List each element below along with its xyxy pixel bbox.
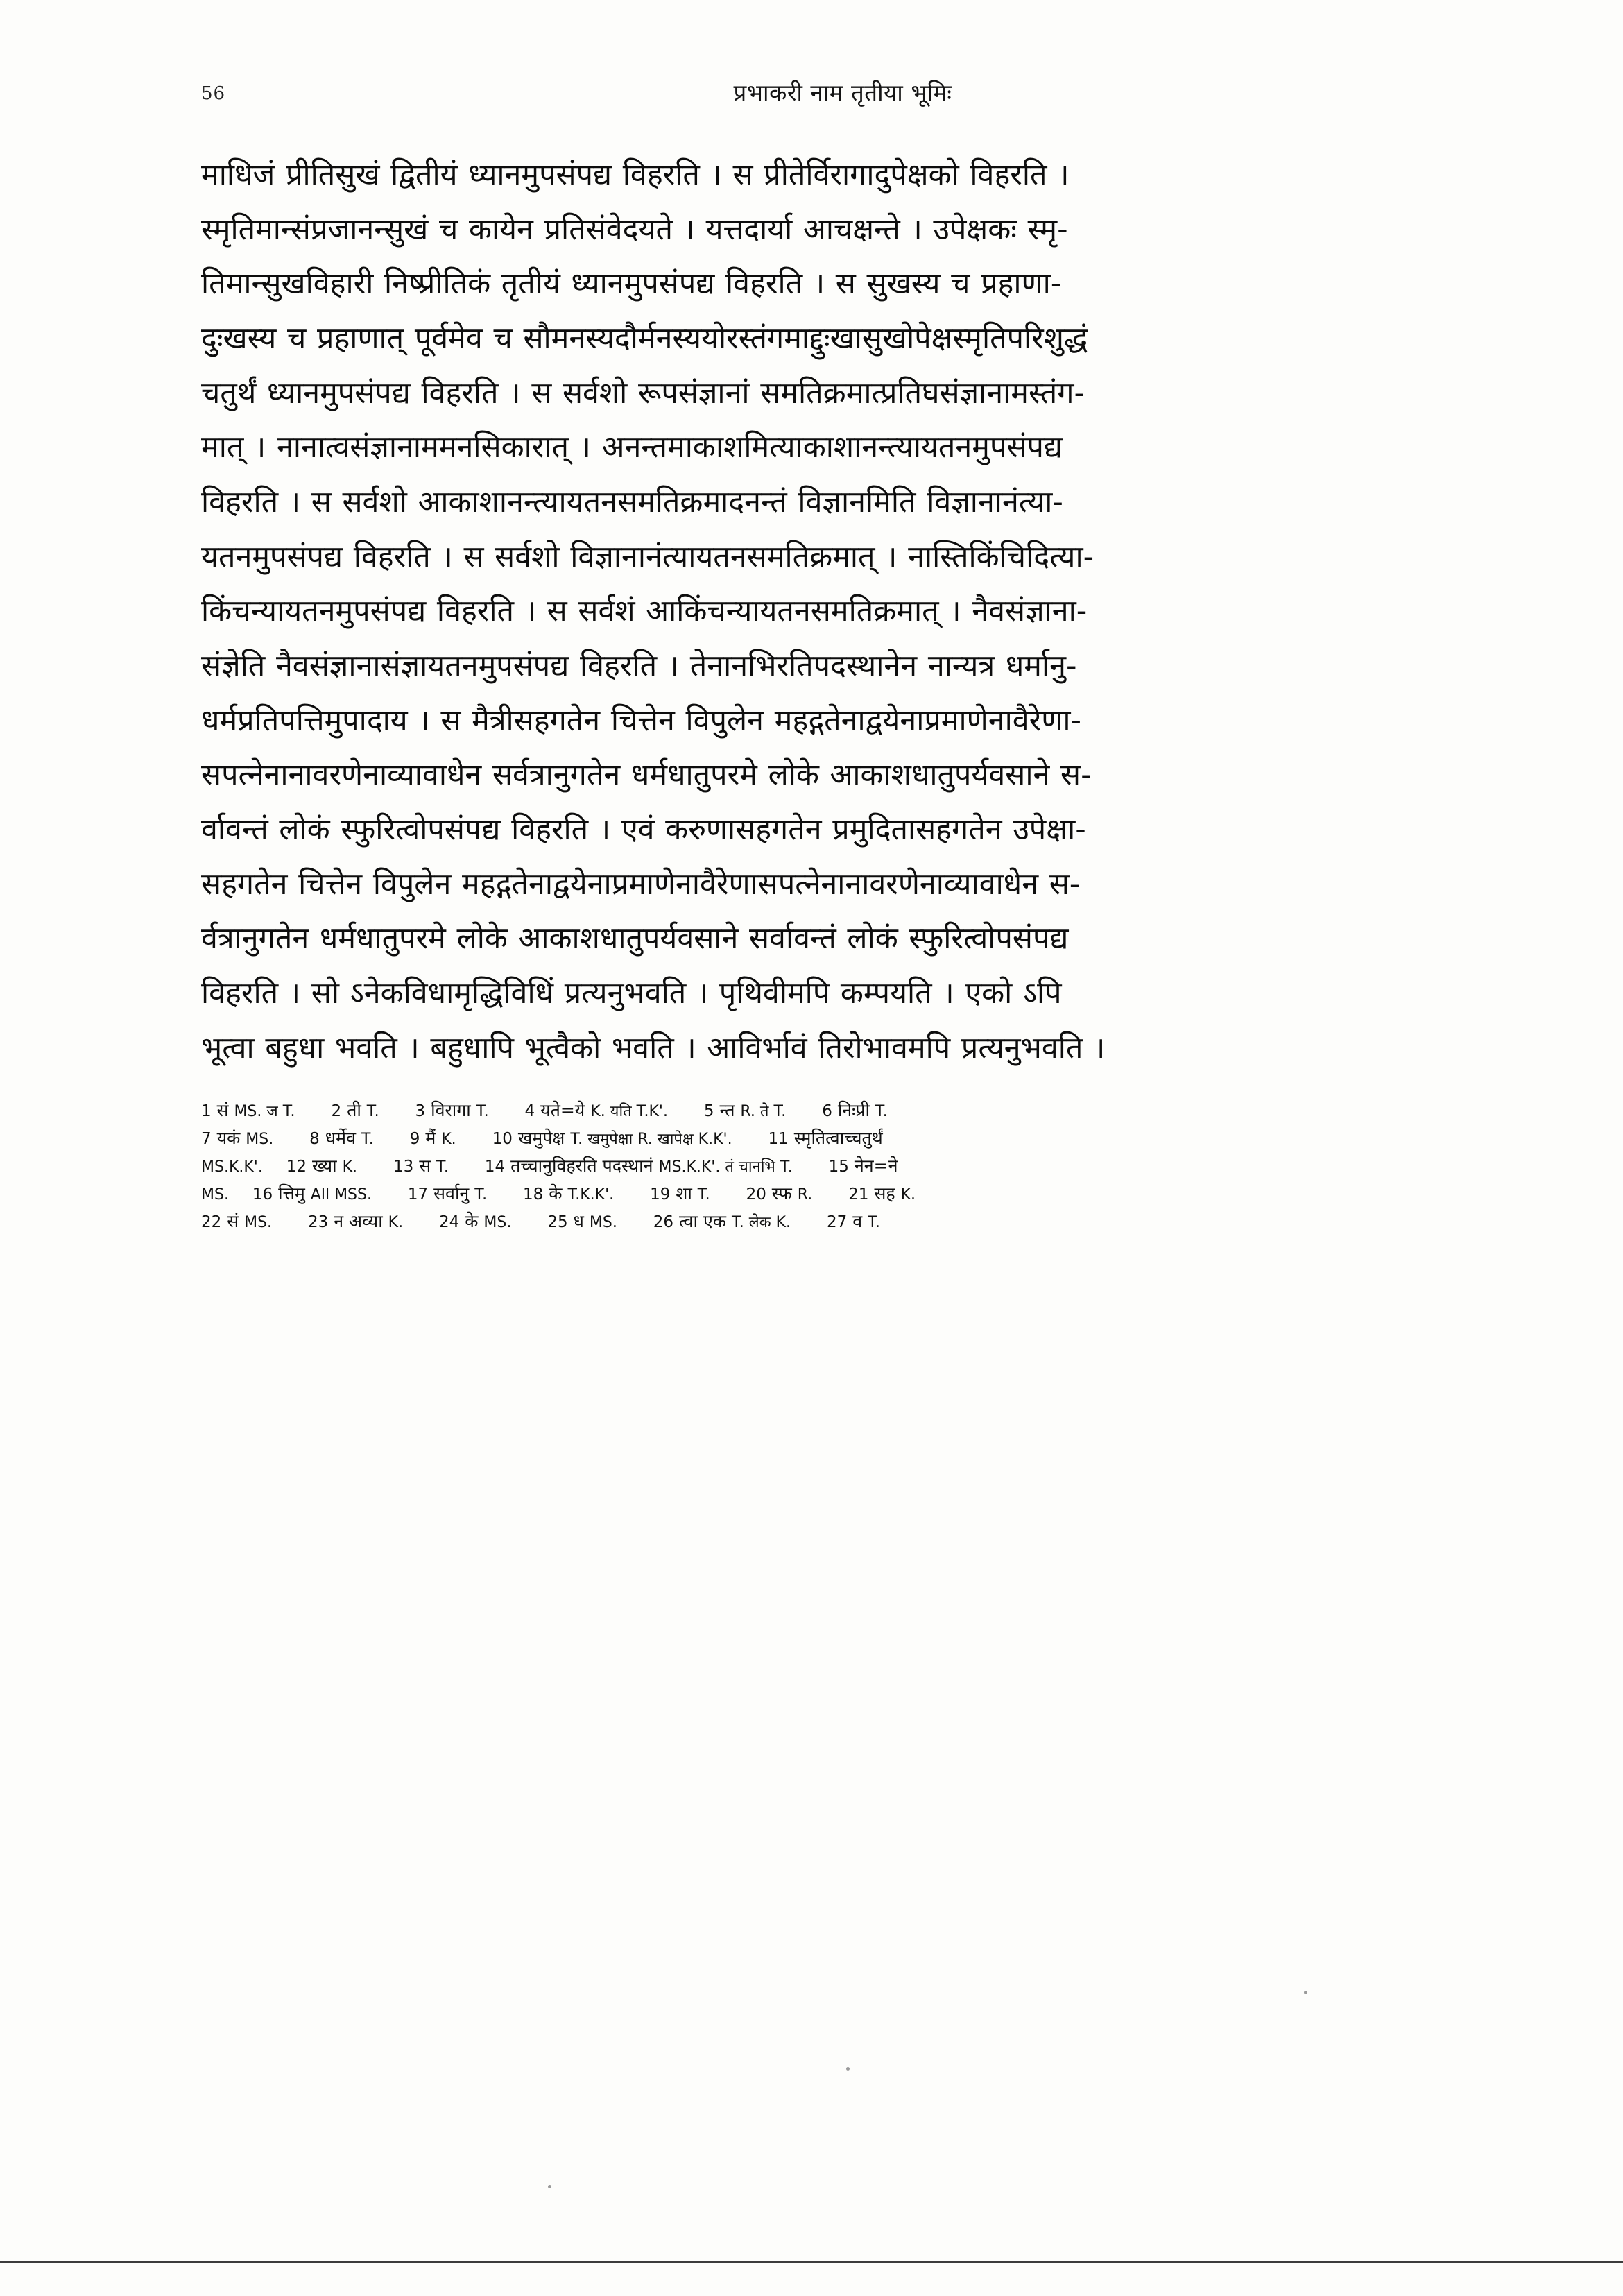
note-sigla: MS. xyxy=(246,1131,274,1149)
body-line: र्वावन्तं लोकं स्फुरित्वोपसंपद्य विहरति । एवं करुणासहगतेन प्रमुदितासहगतेन उपेक्षा- xyxy=(201,812,1086,847)
note-sigla: MS. ज T. xyxy=(234,1103,295,1121)
note-sigla: T. xyxy=(474,1186,488,1204)
note-number: 20 xyxy=(746,1185,766,1204)
note-lemma: तच्चानुविहरति पदस्थानं xyxy=(510,1156,653,1176)
body-line: मात् । नानात्वसंज्ञानाममनसिकारात् । अनन्तमाकाशमित्याकाशानन्त्यायतनमुपसंपद्य xyxy=(201,430,1063,465)
note-lemma: नेन=ने xyxy=(854,1156,898,1176)
note-number: 10 xyxy=(492,1130,513,1149)
note-sigla: MS.K.K'. तं चानभि T. xyxy=(658,1158,793,1176)
note-number: 26 xyxy=(653,1213,674,1232)
note-sigla: T. xyxy=(436,1158,449,1176)
body-line: तिमान्सुखविहारी निष्प्रीतिकं तृतीयं ध्यानमुपसंपद्य विहरति । स सुखस्य च प्रहाणा- xyxy=(201,266,1062,302)
running-title: प्रभाकरी नाम तृतीया भूमिः xyxy=(733,79,952,106)
body-line: चतुर्थं ध्यानमुपसंपद्य विहरति । स सर्वशो रूपसंज्ञानां समतिक्रमात्प्रतिघसंज्ञानामस्तंग- xyxy=(201,375,1085,411)
note-sigla: K. यति T.K'. xyxy=(590,1103,668,1121)
note-sigla: MS.K.K'. xyxy=(201,1158,263,1176)
note-sigla: R. ते T. xyxy=(740,1103,787,1121)
apparatus-row xyxy=(201,1125,1443,1151)
note-lemma: त्वा एक xyxy=(679,1211,727,1232)
note-sigla: MS. xyxy=(201,1186,229,1204)
body-line: विहरति । स सर्वशो आकाशानन्त्यायतनसमतिक्रमादनन्तं विज्ञानमिति विज्ञानानंत्या- xyxy=(201,484,1063,520)
note-sigla: K. xyxy=(441,1131,456,1149)
note-lemma: स्फ xyxy=(771,1183,792,1204)
note-number: 6 xyxy=(822,1102,832,1121)
body-line: सहगतेन चित्तेन विपुलेन महद्गतेनाद्वयेनाप्रमाणेनावैरेणासपत्नेनानावरणेनाव्यावाधेन स- xyxy=(201,866,1081,902)
note-lemma: खमुपेक्ष xyxy=(517,1128,565,1149)
note-lemma: स xyxy=(419,1156,431,1176)
body-line: धर्मप्रतिपत्तिमुपादाय । स मैत्रीसहगतेन चित्तेन विपुलेन महद्गतेनाद्वयेनाप्रमाणेनावैरेणा- xyxy=(201,703,1081,738)
apparatus-row xyxy=(201,1181,1443,1207)
body-line: यतनमुपसंपद्य विहरति । स सर्वशो विज्ञानानंत्यायतनसमतिक्रमात् । नास्तिकिंचिदित्या- xyxy=(201,539,1094,574)
body-line: विहरति । सो ऽनेकविधामृद्धिविधिं प्रत्यनुभवति । पृथिवीमपि कम्पयति । एको ऽपि xyxy=(201,975,1062,1011)
note-lemma: त्तिमु xyxy=(278,1183,305,1204)
note-sigla: T. खमुपेक्षा R. खापेक्ष K.K'. xyxy=(570,1131,732,1149)
note-lemma: न्त xyxy=(719,1100,735,1121)
note-number: 27 xyxy=(826,1213,848,1232)
note-sigla: T. xyxy=(361,1131,374,1149)
note-number: 5 xyxy=(703,1102,714,1121)
note-lemma: सं xyxy=(216,1100,229,1121)
note-lemma: यते=ये xyxy=(540,1100,585,1121)
scan-speck xyxy=(548,2185,551,2188)
note-lemma: व xyxy=(852,1211,863,1232)
note-number: 16 xyxy=(252,1185,273,1204)
note-lemma: सं xyxy=(227,1211,239,1232)
apparatus-row xyxy=(201,1153,1443,1179)
note-number: 1 xyxy=(201,1102,212,1121)
folio-number: 56 xyxy=(201,83,226,104)
apparatus-row xyxy=(201,1097,1443,1124)
note-lemma: विरागा xyxy=(431,1100,471,1121)
note-number: 24 xyxy=(439,1213,460,1232)
note-sigla: MS. xyxy=(244,1214,273,1232)
scan-speck xyxy=(1304,1991,1307,1994)
note-lemma: के xyxy=(465,1211,479,1232)
note-lemma: शा xyxy=(676,1183,692,1204)
note-lemma: मैं xyxy=(425,1128,436,1149)
note-number: 3 xyxy=(415,1102,426,1121)
note-lemma: निःप्री xyxy=(837,1100,870,1121)
note-sigla: R. xyxy=(797,1186,813,1204)
note-number: 13 xyxy=(393,1158,414,1176)
note-sigla: T. xyxy=(868,1214,880,1232)
note-lemma: धर्मेव xyxy=(325,1128,356,1149)
critical-apparatus xyxy=(201,1097,1443,1235)
note-sigla: T. xyxy=(476,1103,489,1121)
note-lemma: सर्वानु xyxy=(433,1183,470,1204)
note-number: 12 xyxy=(286,1158,307,1176)
body-line: र्वत्रानुगतेन धर्मधातुपरमे लोके आकाशधातुपर्यवसाने सर्वावन्तं लोकं स्फुरित्वोपसंपद्य xyxy=(201,921,1069,957)
note-lemma: ध xyxy=(573,1211,584,1232)
note-lemma: यकं xyxy=(216,1128,241,1149)
note-number: 25 xyxy=(547,1213,568,1232)
note-sigla: MS. xyxy=(483,1214,512,1232)
note-sigla: T.K.K'. xyxy=(567,1186,615,1204)
note-sigla: All MSS. xyxy=(310,1186,372,1204)
note-number: 21 xyxy=(848,1185,869,1204)
page-content xyxy=(201,76,1443,1236)
note-number: 15 xyxy=(828,1158,849,1176)
note-sigla: T. xyxy=(366,1103,379,1121)
note-lemma: न अव्या xyxy=(334,1211,383,1232)
note-lemma: ती xyxy=(347,1100,361,1121)
note-number: 17 xyxy=(407,1185,429,1204)
note-number: 19 xyxy=(650,1185,671,1204)
note-lemma: ख्या xyxy=(312,1156,337,1176)
note-sigla: K. xyxy=(342,1158,357,1176)
note-number: 2 xyxy=(331,1102,342,1121)
note-sigla: T. xyxy=(875,1103,888,1121)
body-line: स्मृतिमान्संप्रजानन्सुखं च कायेन प्रतिसंवेदयते । यत्तदार्या आचक्षन्ते । उपेक्षकः स्मृ- xyxy=(201,212,1068,247)
body-text xyxy=(201,151,1443,1072)
apparatus-row xyxy=(201,1208,1443,1235)
note-lemma: के xyxy=(549,1183,563,1204)
note-lemma: स्मृतित्वाच्चतुर्थं xyxy=(793,1128,883,1149)
body-line: भूत्वा बहुधा भवति । बहुधापि भूत्वैको भवति । आविर्भावं तिरोभावमपि प्रत्यनुभवति । xyxy=(201,1030,1106,1065)
note-number: 7 xyxy=(201,1130,212,1149)
note-number: 22 xyxy=(201,1213,222,1232)
note-number: 23 xyxy=(308,1213,329,1232)
note-number: 9 xyxy=(409,1130,420,1149)
note-number: 11 xyxy=(768,1130,789,1149)
body-line: किंचन्यायतनमुपसंपद्य विहरति । स सर्वशं आकिंचन्यायतनसमतिक्रमात् । नैवसंज्ञाना- xyxy=(201,594,1088,629)
body-line: माधिजं प्रीतिसुखं द्वितीयं ध्यानमुपसंपद्य विहरति । स प्रीतेर्विरागादुपेक्षको विहरति । xyxy=(201,157,1070,192)
note-lemma: सह xyxy=(874,1183,895,1204)
note-sigla: T. लेक K. xyxy=(731,1214,791,1232)
body-line: सपत्नेनानावरणेनाव्यावाधेन सर्वत्रानुगतेन धर्मधातुपरमे लोके आकाशधातुपर्यवसाने स- xyxy=(201,757,1092,793)
note-sigla: K. xyxy=(900,1186,916,1204)
scan-speck xyxy=(846,2067,850,2071)
note-sigla: K. xyxy=(388,1214,404,1232)
note-sigla: MS. xyxy=(589,1214,617,1232)
body-line: संज्ञेति नैवसंज्ञानासंज्ञायतनमुपसंपद्य विहरति । तेनानभिरतिपदस्थानेन नान्यत्र धर्मानु- xyxy=(201,648,1077,683)
note-number: 18 xyxy=(523,1185,544,1204)
body-line: दुःखस्य च प्रहाणात् पूर्वमेव च सौमनस्यदौर्मनस्ययोरस्तंगमाद्दुःखासुखोपेक्षस्मृतिपरिशुद्धं xyxy=(201,320,1088,356)
note-sigla: T. xyxy=(697,1186,710,1204)
note-number: 8 xyxy=(309,1130,320,1149)
note-number: 4 xyxy=(524,1102,535,1121)
note-number: 14 xyxy=(484,1158,506,1176)
page-header xyxy=(201,76,1443,125)
